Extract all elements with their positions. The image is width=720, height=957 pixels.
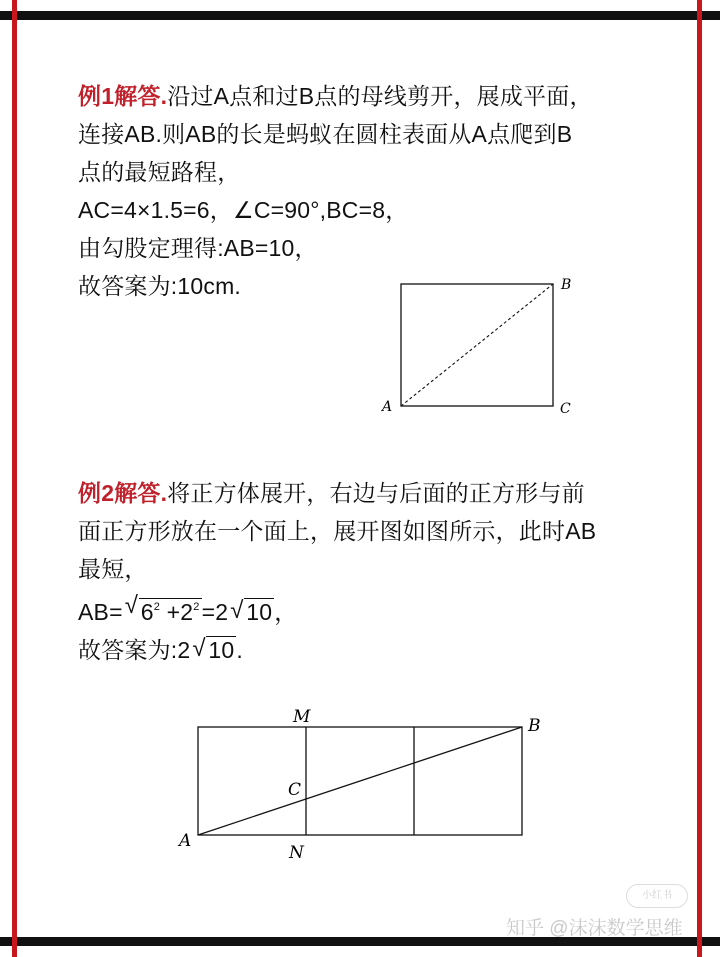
point-label-m: M: [293, 707, 311, 727]
radical-sum: √ $6^2 +2^2$: [124, 592, 200, 625]
point-label-b: B: [528, 716, 541, 736]
point-label-b: B: [561, 277, 572, 293]
example2-label: 例2解答.: [78, 480, 168, 506]
example1-line-3: 点的最短路程，: [78, 159, 241, 185]
shortest-path-ab: [198, 727, 522, 835]
example2-solution: [78, 474, 658, 669]
example2-formula: AB= √ $6^2 +2^2=2$ √ 10，: [78, 588, 658, 631]
example2-figure: [170, 700, 560, 870]
right-red-border: [697, 0, 702, 957]
example2-line-1: 例2解答.将正方体展开，右边与后面的正方形与前: [78, 480, 585, 506]
left-red-border: [12, 0, 17, 957]
top-border: [0, 11, 720, 20]
example2-answer: 故答案为:2 √ 10.: [78, 631, 658, 669]
example2-line-2: 面正方形放在一个面上，展开图如图所示，此时AB: [78, 518, 597, 544]
shortest-path-ab: [401, 284, 553, 406]
example1-label: 例1解答.: [78, 83, 168, 109]
example1-figure: [370, 268, 590, 420]
example1-line-6: 故答案为:10cm.: [78, 273, 242, 299]
example1-line-4: AC=4×1.5=6，∠C=90°,BC=8，: [78, 197, 409, 223]
watermark-stamp: 小红书: [626, 884, 688, 908]
example1-line-5: 由勾股定理得:AB=10，: [78, 235, 318, 261]
point-label-n: N: [289, 843, 304, 863]
radical-ten: √ 10: [230, 597, 273, 625]
point-label-a: A: [382, 399, 393, 415]
point-label-c: C: [560, 401, 571, 417]
example2-line-3: 最短，: [78, 556, 148, 582]
point-label-c: C: [288, 780, 302, 800]
answer-radical: √ 10: [192, 635, 235, 663]
example1-line-1: 例1解答.沿过A点和过B点的母线剪开，展成平面，: [78, 83, 593, 109]
point-label-a: A: [179, 831, 192, 851]
watermark-text: 知乎 @沫沫数学思维: [506, 918, 683, 939]
example1-line-2: 连接AB.则AB的长是蚂蚁在圆柱表面从A点爬到B: [78, 121, 573, 147]
